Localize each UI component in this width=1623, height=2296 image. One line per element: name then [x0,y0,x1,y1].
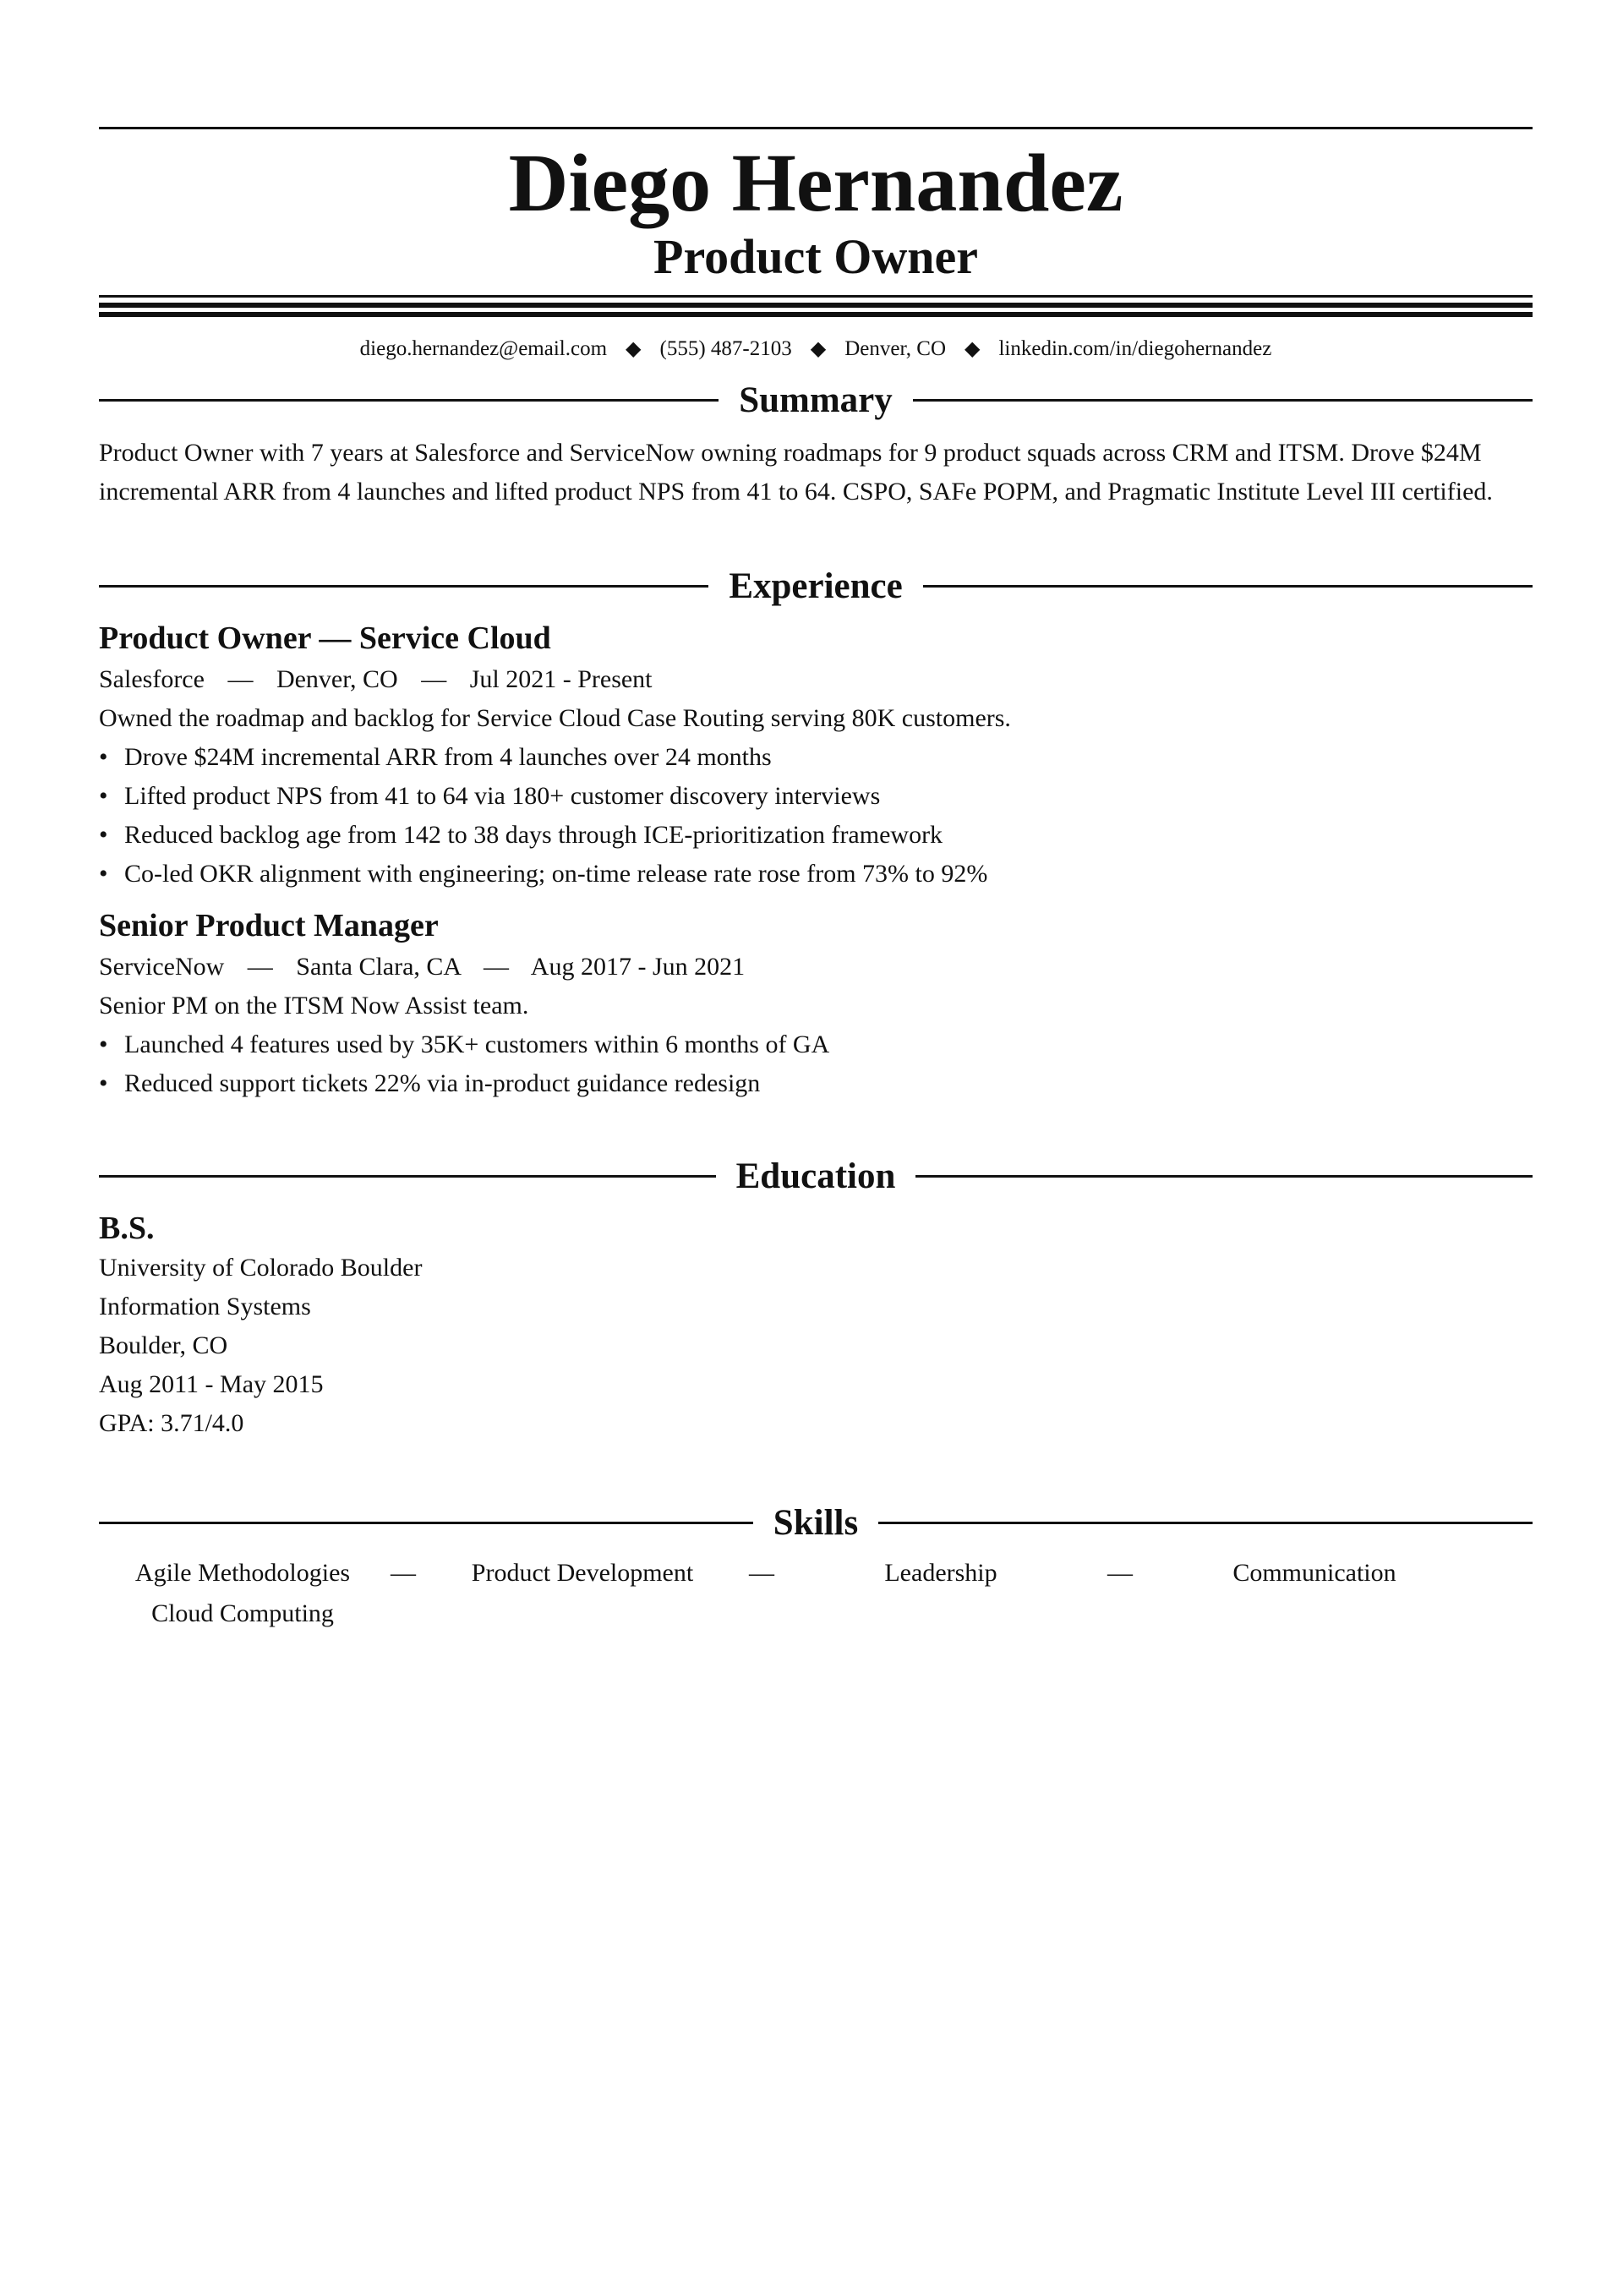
header-triple-rule [99,295,1533,317]
experience-heading: Experience [729,566,903,606]
education-location: Boulder, CO [99,1331,228,1359]
contact-location: Denver, CO [844,337,947,360]
skill-label: Leadership [884,1559,997,1587]
list-item: • Reduced support tickets 22% via in-product guidance redesign [99,1064,1533,1103]
education-section-heading [99,1152,1533,1200]
job-bullets [99,1025,1533,1103]
job-meta [99,660,1533,699]
summary-text: Product Owner with 7 years at Salesforce and ServiceNow owning roadmaps for 9 product squads across CRM and ITSM. Drove $24M incremental ARR from 4 launches and lifted product NPS from 41 to 64. CSPO, SAFe POPM, and Pragmatic Institute Level III certified. [99,439,1493,506]
diamond-separator-icon: ◆ [810,338,827,360]
heading-rule-left [99,1522,753,1524]
bullet-icon: • [99,743,108,771]
candidate-name: Diego Hernandez [508,138,1123,229]
list-item: • Drove $24M incremental ARR from 4 launches over 24 months [99,738,1533,777]
skill-label: Agile Methodologies [134,1559,351,1587]
job-title: Product Owner — Service Cloud [99,620,551,656]
contact-line [99,336,1533,363]
bullet-icon: • [99,821,108,849]
bullet-icon: • [99,782,108,810]
list-item: • Lifted product NPS from 41 to 64 via 180+ customer discovery interviews [99,777,1533,816]
job-company: ServiceNow [99,953,225,981]
education-degree: B.S. [99,1211,155,1246]
job-bullets [99,738,1533,894]
job-title: Senior Product Manager [99,908,439,943]
bullet-icon: • [99,1069,108,1097]
job-company: Salesforce [99,665,205,693]
skill-label: Cloud Computing [151,1599,334,1627]
meta-separator: — [483,953,509,981]
heading-rule-right [878,1522,1533,1524]
skill-item [99,1553,420,1594]
skill-item [779,1553,1137,1594]
heading-rule-left [99,585,708,588]
meta-separator: — [421,665,447,693]
bullet-icon: • [99,1030,108,1058]
meta-separator: — [227,665,254,693]
heading-rule-right [915,1175,1533,1178]
skill-item [420,1553,779,1594]
meta-separator: — [247,953,273,981]
candidate-title: Product Owner [653,229,978,284]
heading-rule-right [913,399,1533,402]
contact-email[interactable]: diego.hernandez@email.com [359,337,608,360]
education-dates: Aug 2011 - May 2015 [99,1370,324,1398]
job-dates: Aug 2017 - Jun 2021 [530,953,746,981]
skills-list [99,1553,1533,1634]
education-heading: Education [735,1156,896,1196]
header-top-rule [99,127,1533,129]
heading-rule-left [99,399,719,402]
skill-separator: — [391,1559,416,1587]
summary-section-heading [99,376,1533,424]
job-meta [99,948,1533,987]
summary-heading: Summary [739,380,893,420]
skill-separator: — [749,1559,774,1587]
diamond-separator-icon: ◆ [965,338,981,360]
job-entry [99,905,1533,1103]
job-location: Santa Clara, CA [296,953,461,981]
job-location: Denver, CO [276,665,398,693]
education-gpa: GPA: 3.71/4.0 [99,1409,244,1437]
job-description: Owned the roadmap and backlog for Service Cloud Case Routing serving 80K customers. [99,704,1011,732]
skill-separator: — [1107,1559,1133,1587]
heading-rule-left [99,1175,716,1178]
skill-label: Product Development [471,1559,694,1587]
skills-section-heading [99,1499,1533,1546]
list-item: • Launched 4 features used by 35K+ customers within 6 months of GA [99,1025,1533,1064]
diamond-separator-icon: ◆ [626,338,642,360]
contact-phone[interactable]: (555) 487-2103 [659,337,792,360]
education-school: University of Colorado Boulder [99,1254,423,1282]
experience-section-heading [99,562,1533,610]
skill-item [99,1594,420,1634]
contact-linkedin[interactable]: linkedin.com/in/diegohernandez [998,337,1272,360]
heading-rule-right [923,585,1533,588]
job-entry [99,618,1533,894]
bullet-icon: • [99,860,108,888]
skill-label: Communication [1232,1559,1396,1587]
skill-item [1137,1553,1492,1594]
resume-page [99,127,1533,1634]
education-field: Information Systems [99,1293,311,1320]
skills-heading: Skills [773,1502,859,1543]
list-item: • Reduced backlog age from 142 to 38 days through ICE-prioritization framework [99,816,1533,855]
job-description: Senior PM on the ITSM Now Assist team. [99,992,529,1020]
job-dates: Jul 2021 - Present [469,665,653,693]
list-item: • Co-led OKR alignment with engineering; on-time release rate rose from 73% to 92% [99,855,1533,894]
